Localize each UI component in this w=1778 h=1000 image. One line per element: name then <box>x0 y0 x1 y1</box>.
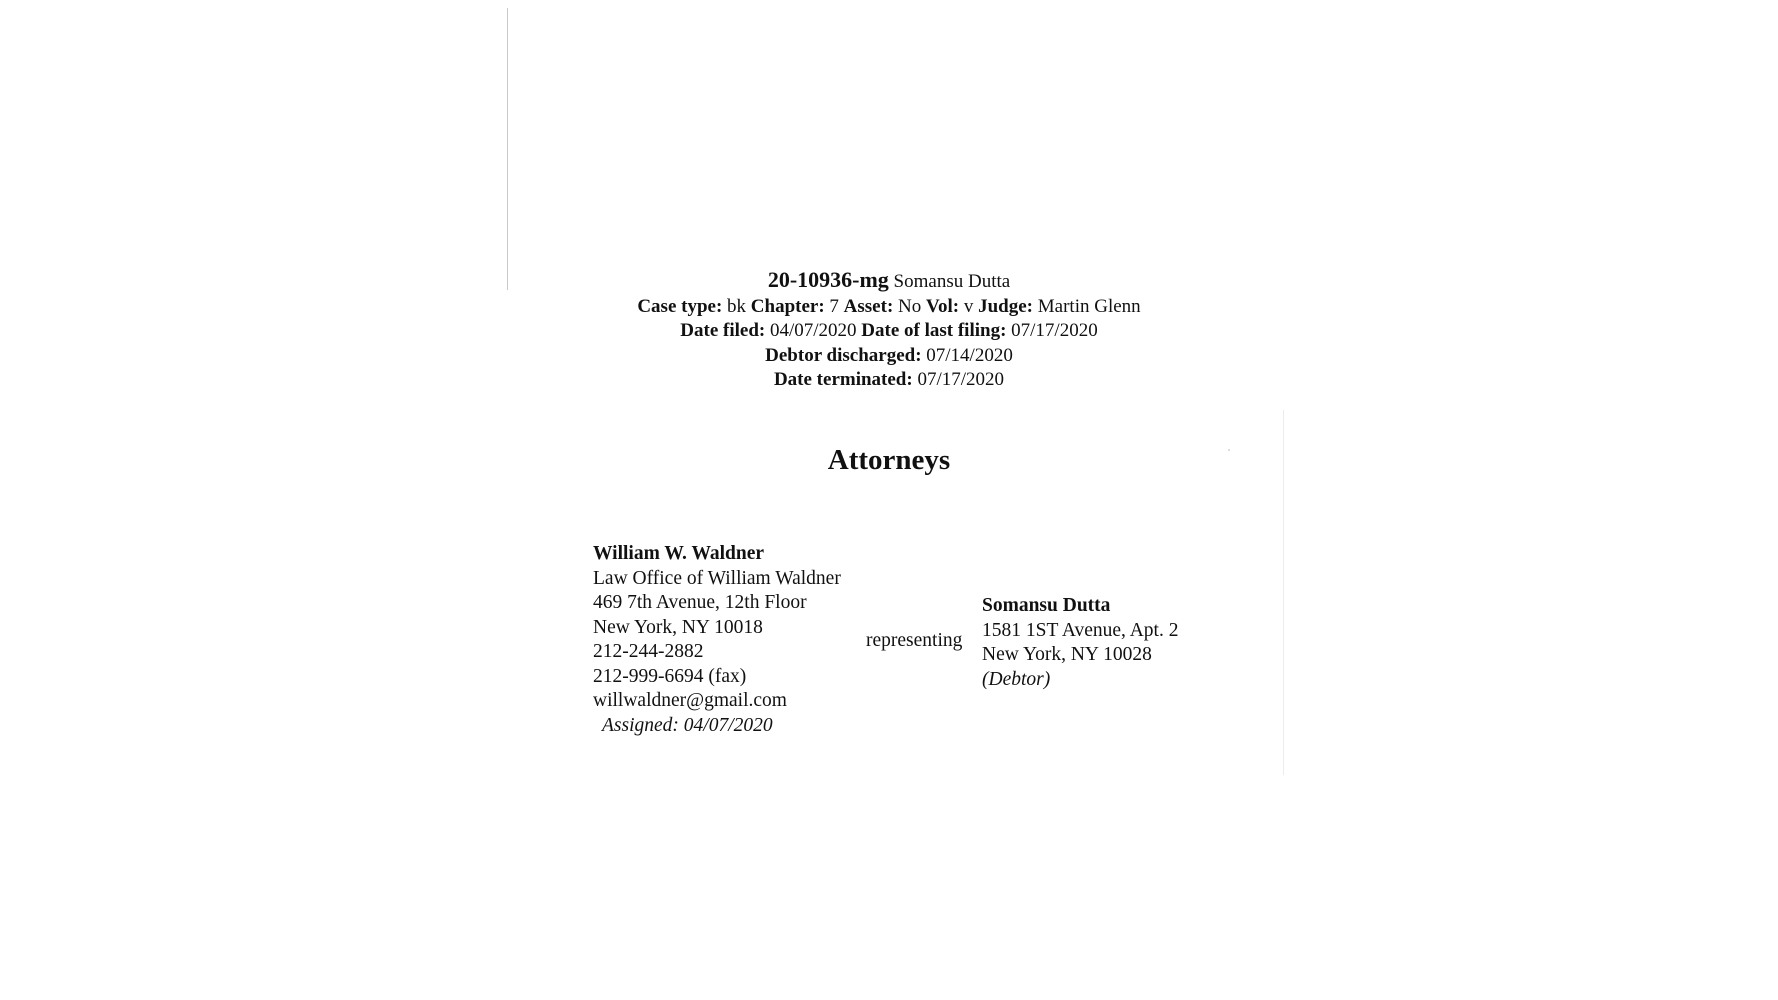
vol-value: v <box>963 295 974 317</box>
attorney-name: William W. Waldner <box>593 543 765 564</box>
date-filed-label: Date filed: <box>680 320 766 341</box>
case-number: 20-10936-mg <box>767 267 889 292</box>
scan-page-edge-left <box>507 8 508 290</box>
party-name: Somansu Dutta <box>982 595 1111 616</box>
case-type-value: bk <box>727 295 747 317</box>
judge-value: Martin Glenn <box>1037 295 1141 317</box>
attorney-address-line1: 469 7th Avenue, 12th Floor <box>593 592 807 613</box>
case-debtor-name: Somansu Dutta <box>893 271 1011 292</box>
case-type-line <box>0 295 1778 320</box>
discharged-value: 07/14/2020 <box>926 344 1013 366</box>
chapter-label: Chapter: <box>750 295 825 317</box>
discharged-label: Debtor discharged: <box>765 344 922 366</box>
case-header <box>0 268 1778 393</box>
section-title: Attorneys <box>827 444 951 476</box>
representing-label: representing <box>866 630 963 651</box>
date-filed-line <box>0 319 1778 344</box>
case-title-line <box>0 268 1778 295</box>
attorney-block <box>593 542 841 738</box>
party-role: (Debtor) <box>982 668 1051 690</box>
last-filing-value: 07/17/2020 <box>1011 320 1098 341</box>
last-filing-label: Date of last filing: <box>861 320 1007 341</box>
attorney-email: willwaldner@gmail.com <box>593 690 787 711</box>
asset-value: No <box>898 295 922 317</box>
case-type-label: Case type: <box>637 295 723 317</box>
attorney-fax: 212-999-6694 (fax) <box>593 665 747 687</box>
terminated-line <box>0 368 1778 393</box>
vol-label: Vol: <box>926 295 960 317</box>
party-block <box>982 594 1178 692</box>
terminated-label: Date terminated: <box>773 369 913 390</box>
discharged-line <box>0 344 1778 369</box>
attorney-phone: 212-244-2882 <box>593 641 704 662</box>
party-address-line2: New York, NY 10028 <box>982 644 1152 665</box>
attorney-assigned-date: Assigned: 04/07/2020 <box>602 714 773 736</box>
attorney-firm: Law Office of William Waldner <box>593 567 841 589</box>
date-filed-value: 04/07/2020 <box>769 320 857 341</box>
asset-label: Asset: <box>843 295 894 317</box>
party-address-line1: 1581 1ST Avenue, Apt. 2 <box>982 619 1179 641</box>
terminated-value: 07/17/2020 <box>917 369 1005 390</box>
judge-label: Judge: <box>978 295 1034 317</box>
chapter-value: 7 <box>829 295 839 317</box>
attorney-address-line2: New York, NY 10018 <box>593 616 763 638</box>
